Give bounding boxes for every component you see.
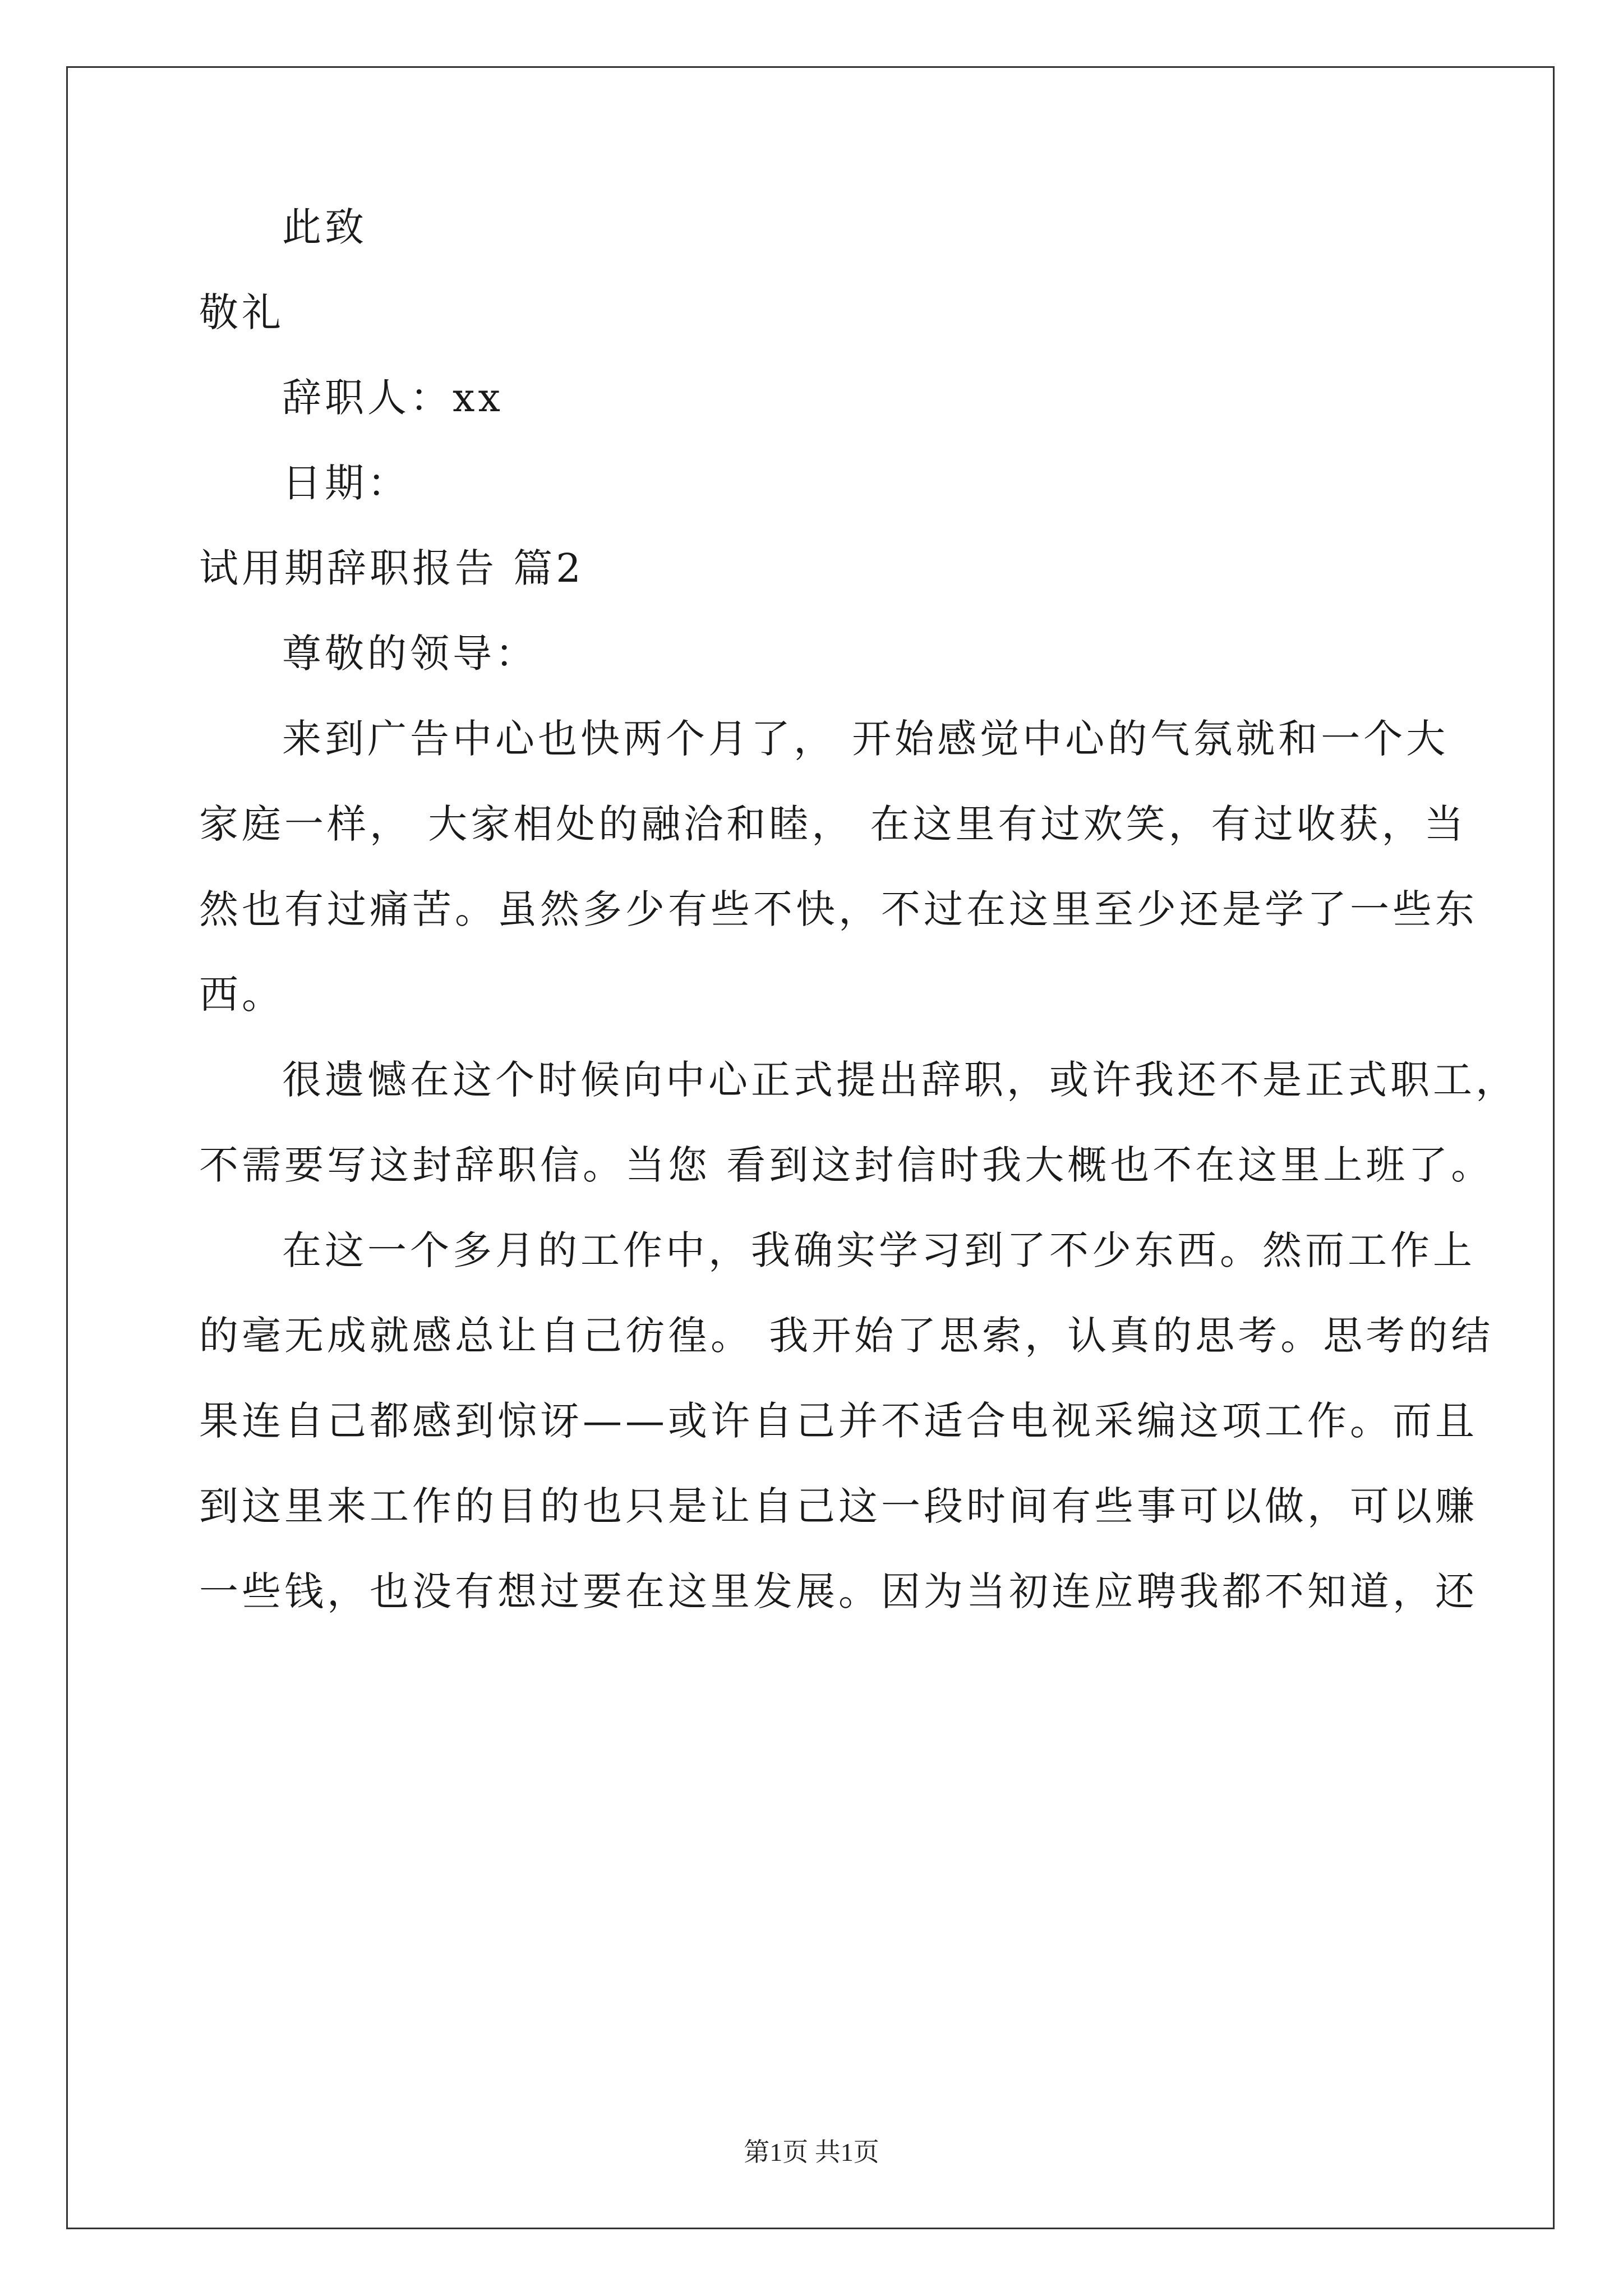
page-footer: 第1页 共1页 — [744, 2138, 879, 2166]
paragraph-line: 果连自己都感到惊讶——或许自己并不适合电视采编这项工作。而且 — [199, 1398, 1478, 1444]
paragraph-line: 一些钱，也没有想过要在这里发展。因为当初连应聘我都不知道，还 — [199, 1568, 1478, 1614]
greeting-line: 尊敬的领导： — [282, 631, 538, 677]
closing-line: 此致 — [282, 204, 367, 250]
paragraph-line: 不需要写这封辞职信。当您 看到这封信时我大概也不在这里上班了。 — [199, 1142, 1494, 1188]
salutation-line: 敬礼 — [199, 289, 284, 335]
paragraph-line: 很遗憾在这个时候向中心正式提出辞职，或许我还不是正式职工， — [282, 1057, 1518, 1103]
paragraph-line: 的毫无成就感总让自己彷徨。 我开始了思索，认真的思考。思考的结 — [199, 1313, 1494, 1359]
paragraph-line: 家庭一样， 大家相处的融洽和睦， 在这里有过欢笑，有过收获，当 — [199, 801, 1467, 847]
paragraph-line: 西。 — [199, 972, 284, 1018]
paragraph-line: 到这里来工作的目的也只是让自己这一段时间有些事可以做，可以赚 — [199, 1483, 1478, 1529]
signature-line: 辞职人：xx — [282, 375, 504, 421]
paragraph-line: 在这一个多月的工作中，我确实学习到了不少东西。然而工作上 — [282, 1227, 1476, 1273]
paragraph-line: 来到广告中心也快两个月了， 开始感觉中心的气氛就和一个大 — [282, 716, 1449, 762]
section-heading: 试用期辞职报告 篇2 — [199, 545, 584, 591]
date-line: 日期： — [282, 460, 410, 506]
paragraph-line: 然也有过痛苦。虽然多少有些不快，不过在这里至少还是学了一些东 — [199, 886, 1478, 932]
